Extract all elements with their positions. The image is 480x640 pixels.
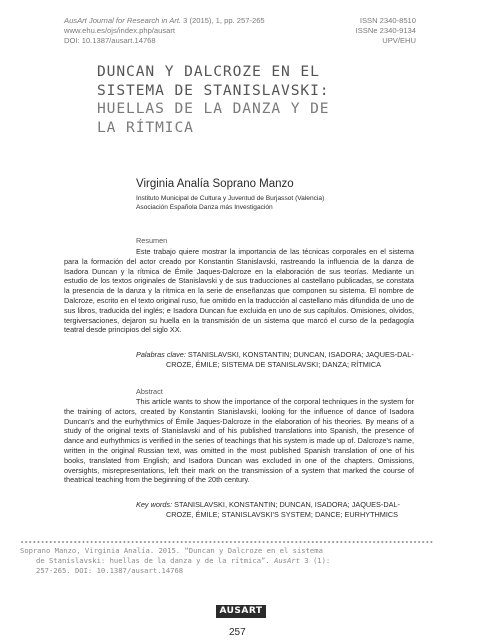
palabras-clave-line-1: STANISLAVSKI, KONSTANTIN; DUNCAN, ISADORA; JAQUES-DAL- [185, 350, 414, 359]
volume-info: 3 (2015), 1, pp. 257-265 [181, 16, 265, 25]
title-line-4: LA RÍTMICA [97, 118, 194, 136]
page-number: 257 [229, 627, 246, 638]
key-words-label: Key words: [136, 500, 173, 509]
resumen-label: Resumen [136, 236, 168, 245]
author-affiliation [136, 195, 324, 212]
issn: ISSN 2340-8510 [359, 16, 416, 25]
journal-url[interactable]: www.ehu.es/ojs/index.php/ausart [64, 26, 176, 35]
citation [20, 546, 440, 576]
key-words-line-2: CROZE, ÉMILE; STANISLAVSKI’S SYSTEM; DANCE; EURHYTHMICS [166, 509, 399, 519]
ausart-logo: AUSART [216, 605, 266, 618]
key-words [64, 500, 414, 520]
abstract-text: This article wants to show the importance of the corporal techniques in the system for the training of actors, created by Konstantin Stanislavski, looking for the influence of dance of Isadora Duncan’s and the eurhythmics of Émile Jaques-Dalcroze in the elaboration of his theories. By means of a study of the original texts of Stanislavski and of his published translations into Spanish, the presence of dance and eurhythmics is verified in the series of teachings that his system is made up of. Dalcroze’s name, written in the original Russian text, was omitted in the most published Spanish translation of one of his books, translated from English; and Isadora Duncan was excluded in one of the chapters. Omissions, oversights, misrepresentations, left their mark on the transmission of a system that marked the course of theatrical teaching from the beginning of the 20th century. [64, 397, 414, 485]
citation-line-2 [20, 556, 440, 566]
palabras-clave [64, 350, 414, 370]
doi[interactable]: DOI: 10.1387/ausart.14768 [64, 36, 156, 45]
key-words-line-1: STANISLAVSKI, KONSTANTIN; DUNCAN, ISADORA; JAQUES-DAL- [172, 500, 400, 509]
publisher: UPV/EHU [382, 36, 416, 45]
header-left [64, 16, 265, 46]
palabras-clave-label: Palabras clave: [136, 350, 186, 359]
dotted-divider [20, 540, 434, 544]
affiliation-2: Asociación Española Danza más Investigación [136, 203, 273, 211]
citation-line-2a: de Stanislavski: huellas de la danza y de la rítmica”. [36, 556, 270, 565]
affiliation-1: Instituto Municipal de Cultura y Juventud de Burjassot (Valencia) [136, 195, 325, 202]
issne: ISSNe 2340-9134 [355, 26, 416, 35]
title-line-1: DUNCAN Y DALCROZE EN EL [97, 63, 320, 80]
citation-line-2b: 3 (1): [299, 556, 331, 565]
author-name: Virginia Analía Soprano Manzo [136, 178, 294, 190]
citation-line-1: Soprano Manzo, Virginia Analía. 2015. “Duncan y Dalcroze en el sistema [20, 546, 323, 555]
resumen-text: Este trabajo quiere mostrar la importancia de las técnicas corporales en el sistema para la formación del actor creado por Konstantin Stanislavski, rastreando la influencia de la danza de Isadora Duncan y la rítmica de Émile Jaques-Dalcroze en la elaboración de sus teorías. Mediante un estudio de los textos originales de Stanislavski y de sus traducciones al castellano publicadas, se constata la presencia de la danza y la rítmica en la serie de enseñanzas que componen su sistema. El nombre de Dalcroze, escrito en el texto original ruso, fue omitido en la traducción al castellano más difundida de uno de sus libros, traducida del inglés; e Isadora Duncan fue excluida en uno de sus capítulos. Omisiones, olvidos, tergiversaciones, dejaron su huella en la transmisión de un sistema que marcó el curso de la pedagogía teatral desde principios del siglo XX. [64, 247, 414, 335]
journal-line [64, 16, 265, 26]
title-line-3: HUELLAS DE LA DANZA Y DE [97, 100, 330, 118]
header-right [356, 16, 416, 46]
citation-line-3: 257-265. DOI: 10.1387/ausart.14768 [36, 566, 184, 575]
citation-journal: AusArt [269, 556, 300, 565]
abstract-label: Abstract [136, 387, 163, 396]
palabras-clave-line-2: CROZE, ÉMILE; SISTEMA DE STANISLAVSKI; DANZA; RÍTMICA [166, 359, 382, 369]
article-title [97, 63, 397, 137]
journal-name: AusArt Journal for Research in Art. [64, 16, 182, 25]
title-line-2: SISTEMA DE STANISLAVSKI: [97, 81, 330, 99]
